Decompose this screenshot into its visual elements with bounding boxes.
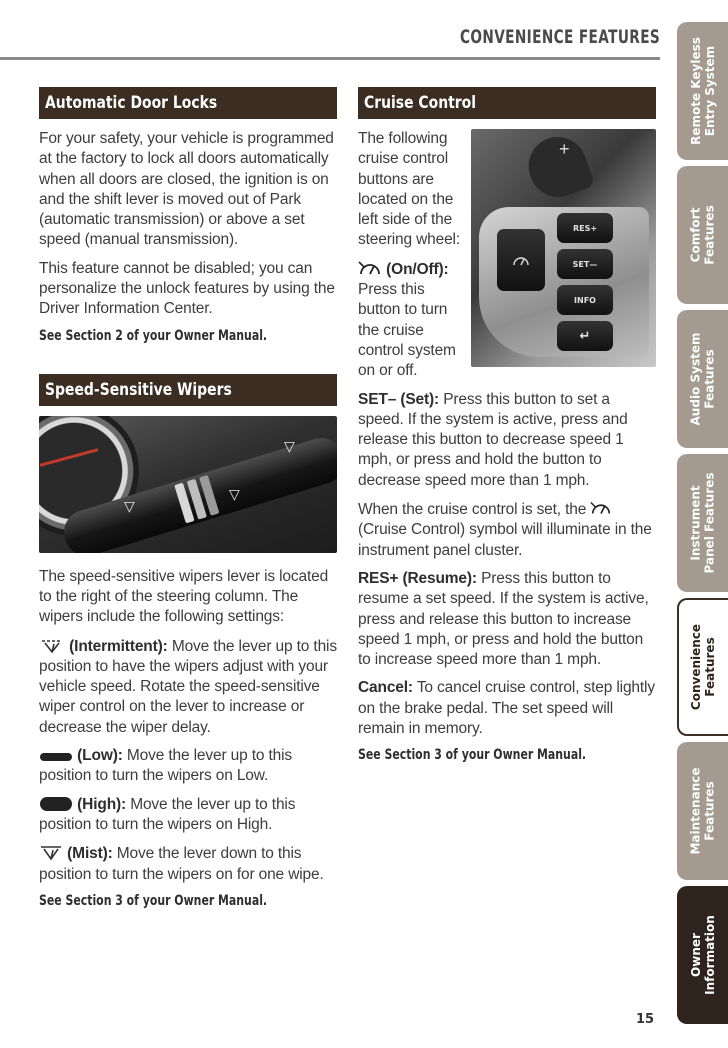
- side-tab-label: [689, 473, 717, 574]
- side-tab-audio-system-features[interactable]: [677, 310, 728, 448]
- side-tab-label: [689, 767, 717, 854]
- side-tab-label-line1: Comfort: [688, 207, 703, 263]
- side-tab-instrument-panel-features[interactable]: [677, 454, 728, 592]
- side-tab-label: [689, 37, 717, 145]
- wiper-lever-photo: [39, 416, 337, 553]
- cruise-intro: The following cruise control buttons are located on the left side of the steering wheel:: [358, 130, 461, 249]
- wipers-mist-item: (Mist): Move the lever down to this position to turn the wipers on for one wipe.: [39, 845, 324, 883]
- cruise-reference: See Section 3 of your Owner Manual.: [358, 747, 587, 764]
- door-locks-paragraph-1: For your safety, your vehicle is programmed at the factory to lock all doors automatically when all doors are closed, the ignition is on and the shift lever is moved out of Park (automatic transmission) or above a set speed (manual transmission).: [39, 130, 334, 249]
- side-tab-comfort-features[interactable]: [677, 166, 728, 304]
- page-header-title: CONVENIENCE FEATURES: [460, 26, 661, 48]
- cruise-cancel-item: Cancel: To cancel cruise control, step lightly on the brake pedal. The set speed will remain in memory.: [358, 679, 655, 738]
- side-tab-label-line2: Information: [702, 915, 717, 995]
- side-tab-label-line1: Convenience: [689, 623, 704, 711]
- cruise-control-icon: [512, 253, 530, 267]
- photo-res-button: RES+: [557, 213, 613, 243]
- photo-back-button: ↵: [557, 321, 613, 351]
- cruise-set-item: SET– (Set): Press this button to set a speed. If the system is active, press and release this button to decrease speed 1 mph, or press and hold the button to decrease speed more than 1 mph.: [358, 390, 628, 489]
- side-tab-remote-keyless-entry-system[interactable]: [677, 22, 728, 160]
- side-tab-label: [689, 915, 717, 995]
- side-tab-convenience-features[interactable]: [677, 598, 728, 736]
- side-tab-label-line2: Entry System: [702, 45, 717, 137]
- cruise-control-icon: [590, 499, 612, 517]
- side-tab-label-line2: Features: [703, 637, 718, 697]
- wiper-symbol-icon: ▽: [229, 485, 240, 502]
- side-tab-label-line1: Audio System: [688, 332, 703, 426]
- mist-wiper-icon: [39, 843, 63, 861]
- side-tab-label: [690, 624, 718, 710]
- side-tab-label-line2: Features: [702, 349, 717, 409]
- wipers-intro: The speed-sensitive wipers lever is located to the right of the steering column. The wipers include the following settings:: [39, 567, 329, 626]
- side-tab-maintenance-features[interactable]: [677, 742, 728, 880]
- side-tab-label-line1: Instrument: [688, 485, 703, 561]
- left-column: [39, 87, 337, 909]
- cruise-symbol-item: When the cruise control is set, the (Cruise Control) symbol will illuminate in the instrument panel cluster.: [358, 501, 652, 559]
- side-tab-owner-information[interactable]: [677, 886, 728, 1024]
- intermittent-wiper-icon: [39, 636, 65, 654]
- section-heading-wipers: Speed-Sensitive Wipers: [39, 374, 337, 406]
- side-tab-label: [689, 205, 717, 264]
- door-locks-paragraph-2: This feature cannot be disabled; you can personalize the unlock features by using the Driver Information Center.: [39, 259, 335, 318]
- door-locks-reference: See Section 2 of your Owner Manual.: [39, 327, 268, 344]
- photo-info-button: INFO: [557, 285, 613, 315]
- right-column: [358, 87, 656, 763]
- shift-paddle: [520, 129, 595, 205]
- cruise-buttons-photo: [471, 129, 656, 367]
- section-heading-cruise: Cruise Control: [358, 87, 656, 119]
- page-number: 15: [636, 1012, 655, 1027]
- cruise-control-icon: [358, 259, 382, 277]
- side-tab-label-line2: Features: [702, 781, 717, 841]
- paddle-plus-label: +: [559, 139, 570, 159]
- header-rule: [0, 57, 660, 60]
- low-wiper-icon: [39, 751, 73, 763]
- cruise-res-item: RES+ (Resume): Press this button to resume a set speed. If the system is active, press and release this button to increase speed 1 mph, or press and hold the button to increase speed more than 1 mph.: [358, 569, 649, 669]
- section-heading-door-locks: Automatic Door Locks: [39, 87, 337, 119]
- wipers-reference: See Section 3 of your Owner Manual.: [39, 892, 268, 909]
- side-tab-label-line1: Maintenance: [688, 767, 703, 855]
- side-tab-label-line1: Remote Keyless: [688, 37, 703, 145]
- side-tab-label-line1: Owner: [688, 933, 703, 977]
- high-wiper-icon: [39, 796, 73, 812]
- wiper-symbol-icon: ▽: [124, 497, 135, 514]
- wipers-intermittent-item: (Intermittent): Move the lever up to this position to have the wipers adjust with your vehicle speed. Rotate the speed-sensitive wiper control on the lever to increase or decrease the wiper delay.: [39, 637, 337, 736]
- side-tab-label: [689, 333, 717, 426]
- wipers-high-item: (High): Move the lever up to this position to turn the wipers on High.: [39, 795, 296, 833]
- photo-set-button: SET—: [557, 249, 613, 279]
- cruise-onoff-item: (On/Off): Press this button to turn the cruise control system on or off.: [358, 260, 456, 380]
- side-tab-label-line2: Features: [702, 205, 717, 265]
- side-tab-label-line2: Panel Features: [702, 472, 717, 574]
- wipers-low-item: (Low): Move the lever up to this position to turn the wipers on Low.: [39, 747, 293, 785]
- photo-onoff-button: [497, 229, 545, 291]
- wiper-symbol-icon: ▽: [284, 437, 295, 454]
